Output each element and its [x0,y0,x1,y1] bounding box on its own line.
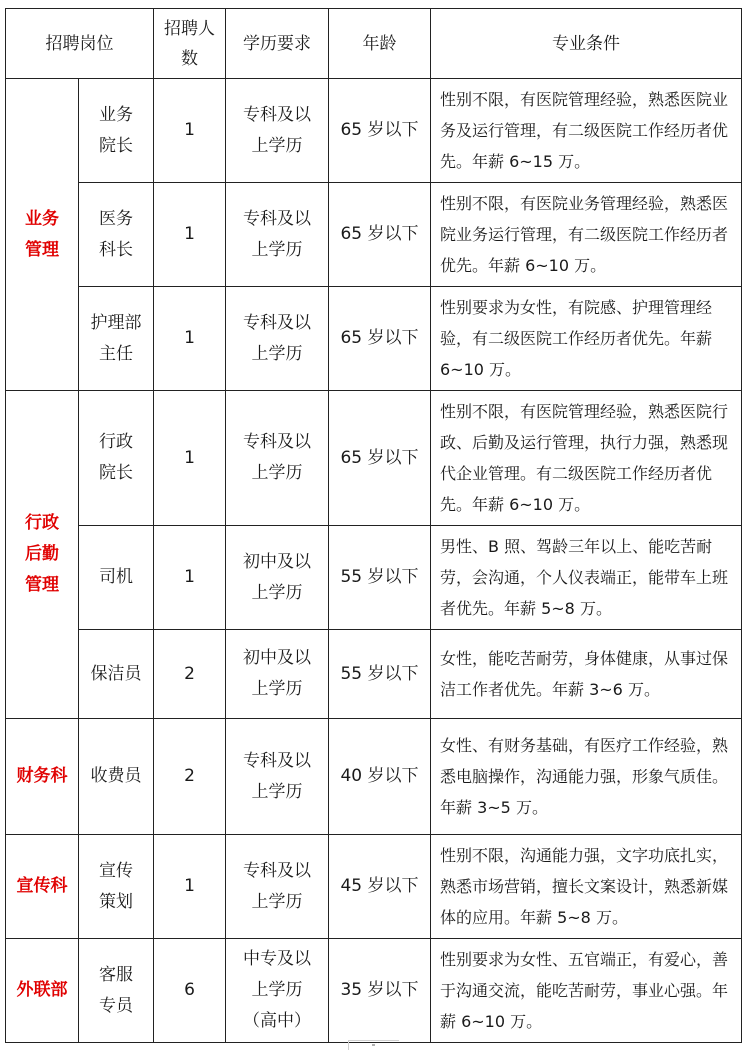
table-row [6,79,742,183]
header-count-line1: 招聘人 [164,18,215,39]
education-line: 上学历 [251,343,303,364]
requirements-cell: 男性、B 照、驾龄三年以上、能吃苦耐劳，会沟通，个人仪表端正，能带车上班者优先。年薪 5~8 万。 [431,526,742,630]
education-line: 初中及以 [243,551,311,572]
position-cell [79,526,154,630]
dept-label-line: 行政 [25,513,59,533]
education-line: 上学历 [251,980,303,1000]
position-cell [79,183,154,287]
header-education: 学历要求 [226,9,329,79]
position-line: 院长 [99,463,133,483]
dept-label-line: 管理 [25,239,59,260]
position-cell [79,287,154,391]
education-line: 上学历 [251,239,303,260]
position-line: 行政 [99,432,133,452]
age-cell: 55 岁以下 [329,630,431,719]
count-cell: 1 [154,79,226,183]
education-line: 专科及以 [243,860,311,881]
header-age: 年龄 [329,9,431,79]
education-line: 中专及以 [243,949,311,969]
education-cell [226,183,329,287]
table-row [6,939,742,1043]
dept-finance: 财务科 [6,719,79,835]
count-cell: 2 [154,719,226,835]
education-line: 专科及以 [243,312,311,333]
dept-label-line: 管理 [25,575,59,595]
position-cell [79,391,154,526]
position-line: 业务 [99,104,133,125]
age-cell: 40 岁以下 [329,719,431,835]
table-row [6,630,742,719]
count-cell: 1 [154,835,226,939]
education-cell [226,79,329,183]
education-cell [226,391,329,526]
education-line: 专科及以 [243,208,311,229]
requirements-cell: 性别不限，沟通能力强，文字功底扎实，熟悉市场营销，擅长文案设计，熟悉新媒体的应用。年薪 5~8 万。 [431,835,742,939]
requirements-cell: 女性、有财务基础，有医疗工作经验，熟悉电脑操作，沟通能力强，形象气质佳。年薪 3~5 万。 [431,719,742,835]
requirements-cell: 性别要求为女性，有院感、护理管理经验，有二级医院工作经历者优先。年薪 6~10 万。 [431,287,742,391]
header-position: 招聘岗位 [6,9,154,79]
table-row [6,391,742,526]
requirements-cell: 性别不限，有医院业务管理经验，熟悉医院业务运行管理，有二级医院工作经历者优先。年薪 6~10 万。 [431,183,742,287]
education-line: 上学历 [251,582,303,603]
dept-publicity: 宣传科 [6,835,79,939]
dept-label-line: 后勤 [25,544,59,564]
education-cell [226,835,329,939]
count-cell: 1 [154,183,226,287]
position-line: 科长 [99,239,133,260]
position-line: 保洁员 [90,663,142,684]
education-line: 上学历 [251,463,303,483]
count-cell: 2 [154,630,226,719]
table-row [6,287,742,391]
education-cell [226,719,329,835]
education-line: 上学历 [251,679,303,699]
recruitment-table [5,8,742,1043]
header-count [154,9,226,79]
position-line: 策划 [99,891,133,912]
age-cell: 45 岁以下 [329,835,431,939]
position-line: 专员 [99,995,133,1016]
education-line: 专科及以 [243,432,311,452]
position-line: 院长 [99,135,133,156]
education-line: 专科及以 [243,750,311,771]
header-row [6,9,742,79]
position-cell [79,939,154,1043]
count-cell: 1 [154,391,226,526]
position-line: 司机 [99,567,133,587]
age-cell: 65 岁以下 [329,287,431,391]
page-edge-dot [372,1044,375,1046]
education-line: 初中及以 [243,648,311,668]
requirements-cell: 女性，能吃苦耐劳，身体健康，从事过保洁工作者优先。年薪 3~6 万。 [431,630,742,719]
table-row [6,835,742,939]
education-line: （高中） [243,1011,311,1031]
count-cell: 1 [154,287,226,391]
position-cell [79,79,154,183]
position-line: 收费员 [90,766,142,786]
position-line: 主任 [99,343,133,364]
dept-label-line: 业务 [25,208,59,229]
table-row [6,719,742,835]
education-line: 上学历 [251,135,303,156]
age-cell: 35 岁以下 [329,939,431,1043]
age-cell: 65 岁以下 [329,79,431,183]
age-cell: 65 岁以下 [329,391,431,526]
dept-business-management [6,79,79,391]
requirements-cell: 性别不限，有医院管理经验，熟悉医院业务及运行管理，有二级医院工作经历者优先。年薪 6~15 万。 [431,79,742,183]
requirements-cell: 性别要求为女性、五官端正，有爱心，善于沟通交流，能吃苦耐劳，事业心强。年薪 6~10 万。 [431,939,742,1043]
age-cell: 65 岁以下 [329,183,431,287]
dept-admin-logistics [6,391,79,719]
education-line: 专科及以 [243,104,311,125]
table-row [6,183,742,287]
education-cell [226,526,329,630]
education-line: 上学历 [251,891,303,912]
header-count-line2: 数 [181,48,198,69]
recruitment-table-container [5,8,742,1043]
table-row [6,526,742,630]
education-cell [226,630,329,719]
education-cell [226,287,329,391]
requirements-cell: 性别不限，有医院管理经验，熟悉医院行政、后勤及运行管理，执行力强，熟悉现代企业管理。有二级医院工作经历者优先。年薪 6~10 万。 [431,391,742,526]
age-cell: 55 岁以下 [329,526,431,630]
header-requirements: 专业条件 [431,9,742,79]
count-cell: 6 [154,939,226,1043]
position-line: 护理部 [90,312,142,333]
education-line: 上学历 [251,781,303,802]
position-cell [79,835,154,939]
dept-outreach: 外联部 [6,939,79,1043]
education-cell [226,939,329,1043]
position-line: 宣传 [99,860,133,881]
count-cell: 1 [154,526,226,630]
position-cell [79,719,154,835]
position-line: 医务 [99,208,133,229]
position-cell [79,630,154,719]
position-line: 客服 [99,964,133,985]
